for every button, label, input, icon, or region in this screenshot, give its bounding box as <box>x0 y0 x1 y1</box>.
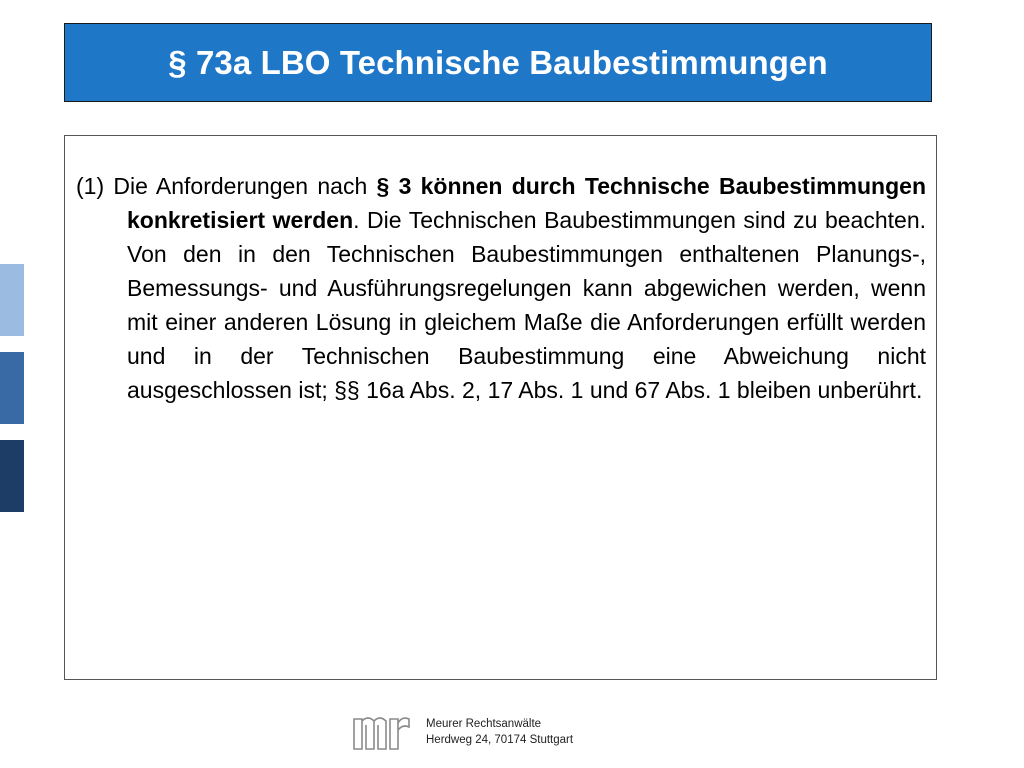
paragraph-number: (1) <box>76 173 105 199</box>
footer-firm-name: Meurer Rechtsanwälte <box>426 718 542 730</box>
side-accent-light <box>0 264 24 336</box>
paragraph-text-rest: . Die Technischen Baubestimmungen sind zu beachten. Von den in den Technischen Baubestimmungen enthaltenen Planungs-, Bemessungs- und Ausführungsregelungen kann abgewichen werden, wenn mit einer anderen Lösung in gleichem Maße die Anforderungen erfüllt werden und in der Technischen Baubestimmung eine Abweichung nicht ausgeschlossen ist; §§ 16a Abs. 2, 17 Abs. 1 und 67 Abs. 1 bleiben unberührt. <box>127 207 927 403</box>
footer-address: Herdweg 24, 70174 Stuttgart <box>426 734 574 746</box>
side-accent-mid <box>0 352 24 424</box>
slide-title-bar <box>64 23 932 102</box>
paragraph-text-bold: § 3 können durch Technische Baubestimmungen konkretisiert werden <box>127 173 926 233</box>
slide-title: § 73a LBO Technische Baubestimmungen <box>168 43 828 81</box>
footer <box>352 713 573 751</box>
paragraph-1 <box>76 169 926 407</box>
mr-logo-icon <box>352 713 410 751</box>
paragraph-text-start: Die Anforderungen nach <box>104 173 377 199</box>
side-accent-dark <box>0 440 24 512</box>
content-box <box>64 135 937 680</box>
